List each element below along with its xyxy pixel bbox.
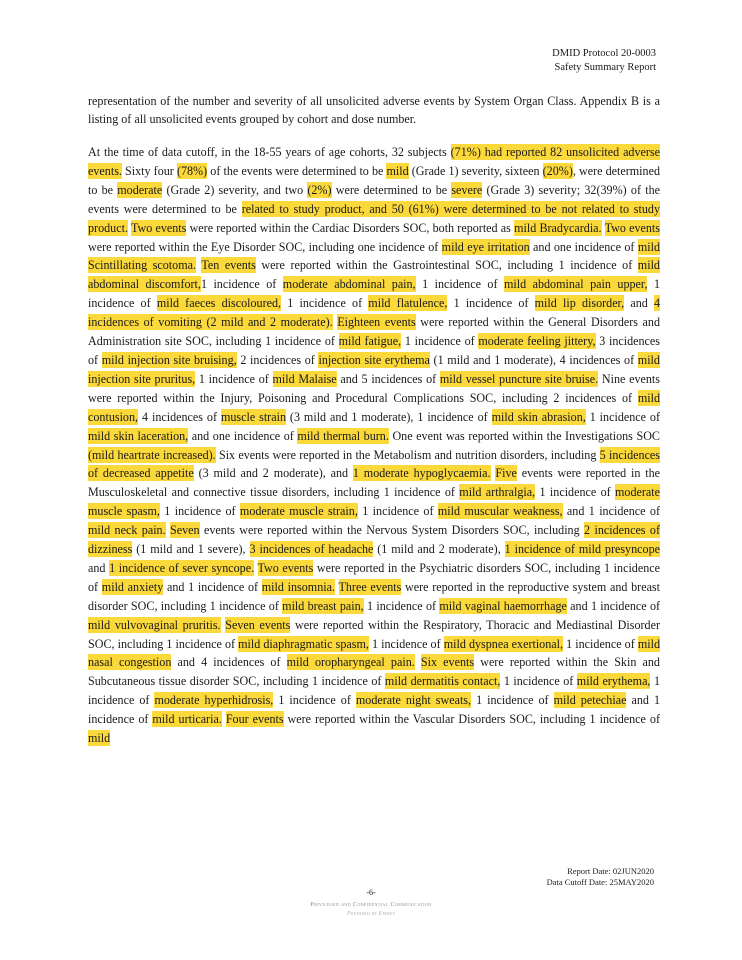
body-text: Nine events were reported within the Injury, Poisoning and Procedural Complications SOC, including 2 incidences of xyxy=(88,371,660,405)
body-text: (3 mild and 2 moderate), and xyxy=(193,466,353,481)
highlighted-text: mild Scintillating scotoma. xyxy=(88,239,660,273)
highlighted-text: (mild heartrate increased). xyxy=(88,447,216,462)
body-text: 1 incidence of xyxy=(200,277,283,292)
highlighted-text: 2 incidences of dizziness xyxy=(88,523,660,557)
body-text: 1 incidence of xyxy=(357,504,438,519)
cutoff-date: Data Cutoff Date: 25MAY2020 xyxy=(546,877,654,887)
prepared-by-notice: Prepared by Emmes xyxy=(347,911,395,917)
highlighted-text: mild contusion, xyxy=(88,390,660,424)
highlighted-text: moderate hyperhidrosis, xyxy=(154,693,274,708)
highlighted-text: mild vaginal haemorrhage xyxy=(439,598,567,613)
body-text: At the time of data cutoff, in the 18-55 years of age cohorts, 32 subjects xyxy=(88,145,451,159)
highlighted-text: Two events xyxy=(604,220,660,235)
highlighted-text: moderate feeling jittery, xyxy=(478,334,596,349)
highlighted-text: Six events xyxy=(420,655,475,670)
body-text: (1 mild and 2 moderate), xyxy=(373,542,505,557)
page-number: -6- xyxy=(366,888,376,897)
highlighted-text: mild flatulence, xyxy=(368,296,448,311)
highlighted-text: mild arthralgia, xyxy=(459,485,536,500)
highlighted-text: mild breast pain, xyxy=(282,598,364,613)
highlighted-text: mild neck pain. xyxy=(88,523,166,538)
body-text: were reported within the Eye Disorder SOC, including one incidence of xyxy=(88,239,442,254)
body-text: and 5 incidences of xyxy=(336,371,440,386)
body-text: and xyxy=(624,296,654,311)
highlighted-text: mild vulvovaginal pruritis. xyxy=(88,617,221,632)
body-text: 4 incidences of xyxy=(138,409,221,424)
body-text: Six events were reported in the Metabolism and nutrition disorders, including xyxy=(215,447,600,462)
highlighted-text: mild urticaria. xyxy=(152,712,222,727)
body-text: 1 incidence of xyxy=(273,693,356,708)
report-date: Report Date: 02JUN2020 xyxy=(567,866,654,876)
body-text: were reported within the Vascular Disorders SOC, including 1 incidence of xyxy=(283,712,660,727)
highlighted-text: muscle strain xyxy=(220,409,286,424)
highlighted-text: mild xyxy=(386,163,409,178)
highlighted-text: related to study product, and 50 (61%) were determined to be not related to study product. xyxy=(88,201,661,235)
highlighted-text: mild skin abrasion, xyxy=(491,409,586,424)
highlighted-text: (20%) xyxy=(542,163,573,178)
body-text: were reported within the Cardiac Disorders SOC, both reported as xyxy=(186,220,515,235)
highlighted-text: mild dermatitis contact, xyxy=(384,674,501,689)
body-text xyxy=(415,655,421,669)
body-text: events were reported in the Musculoskeletal and connective tissue disorders, including 1 incidence of xyxy=(88,466,660,500)
highlighted-text: mild muscular weakness, xyxy=(437,504,563,519)
body-text: were reported in the reproductive system and breast disorder SOC, including 1 incidence of xyxy=(88,579,660,613)
body-text: were reported within the Respiratory, Thoracic and Mediastinal Disorder SOC, including 1 incidence of xyxy=(88,617,660,651)
highlighted-text: mild anxiety xyxy=(101,579,164,594)
body-text: and 4 incidences of xyxy=(171,655,287,670)
highlighted-text: 1 moderate hypoglycaemia. xyxy=(352,466,491,481)
highlighted-text: 3 incidences of headache xyxy=(249,542,374,557)
body-text: 1 incidence of xyxy=(415,277,504,292)
body-text: (Grade 2) severity, and two xyxy=(162,182,308,197)
body-text: 1 incidence of xyxy=(585,409,661,424)
body-text: were reported in the Psychiatric disorders SOC, including 1 incidence of xyxy=(88,560,660,594)
highlighted-text: mild injection site pruritus, xyxy=(88,352,660,386)
body-text: and 1 incidence of xyxy=(88,693,661,727)
body-text: 1 incidence of xyxy=(471,693,554,708)
body-text: 1 incidence of xyxy=(363,598,440,613)
body-text: 1 incidence of xyxy=(563,636,638,651)
highlighted-text: moderate muscle spasm, xyxy=(88,485,661,519)
body-text: (1 mild and 1 severe), xyxy=(132,542,250,557)
body-text: One event was reported within the Investigations SOC xyxy=(388,428,660,443)
highlighted-text: moderate night sweats, xyxy=(355,693,472,708)
main-paragraph xyxy=(88,143,660,748)
highlighted-text: injection site erythema xyxy=(318,352,430,367)
body-text: and 1 incidence of xyxy=(562,504,660,519)
highlighted-text: mild Malaise xyxy=(272,371,337,386)
body-text: 1 incidence of xyxy=(281,296,369,311)
highlighted-text: 1 incidence of sever syncope. xyxy=(109,560,255,575)
highlighted-text: mild dyspnea exertional, xyxy=(443,636,564,651)
highlighted-text: 5 incidences of decreased appetite xyxy=(88,447,661,481)
body-text: were reported within the Skin and Subcutaneous tissue disorder SOC, including 1 incidence of xyxy=(88,655,660,689)
highlighted-text: mild faeces discoloured, xyxy=(156,296,282,311)
body-text: 1 incidence of xyxy=(535,485,616,500)
body-text: and 1 incidence of xyxy=(566,598,661,613)
body-text: 1 incidence of xyxy=(159,504,240,519)
body-text xyxy=(335,580,339,594)
body-text: and one incidence of xyxy=(188,428,298,443)
highlighted-text: mild xyxy=(88,731,111,746)
highlighted-text: 1 incidence of mild presyncope xyxy=(504,542,660,557)
body-text: 1 incidence of xyxy=(368,636,444,651)
body-text: 1 incidence of xyxy=(88,277,660,311)
body-text: of the events were determined to be xyxy=(207,163,387,178)
body-text: (Grade 1) severity, sixteen xyxy=(408,163,543,178)
body-text: 2 incidences of xyxy=(236,352,319,367)
report-title: Safety Summary Report xyxy=(554,62,656,73)
body-text: and 1 incidence of xyxy=(163,579,262,594)
body-text: 1 incidence of xyxy=(401,334,479,349)
highlighted-text: mild Bradycardia. xyxy=(514,220,602,235)
highlighted-text: Three events xyxy=(338,579,402,594)
body-text: 1 incidence of xyxy=(195,371,273,386)
body-text: 1 incidence of xyxy=(500,674,577,689)
intro-paragraph: representation of the number and severity of all unsolicited adverse events by System Organ Class. Appendix B is a listing of all unsolicited events grouped by cohort and dose number. xyxy=(88,94,660,127)
body-text: were reported within the General Disorders and Administration site SOC, including 1 incidence of xyxy=(88,315,661,349)
highlighted-text: Two events xyxy=(257,560,314,575)
highlighted-text: Seven events xyxy=(225,617,291,632)
highlighted-text: 4 incidences of vomiting (2 mild and 2 moderate). xyxy=(88,296,661,330)
body-text: (Grade 3) severity; 32(39%) of the events were determined to be xyxy=(88,182,660,216)
protocol-id: DMID Protocol 20-0003 xyxy=(552,48,656,59)
body-text: 1 incidence of xyxy=(88,674,661,708)
highlighted-text: mild injection site bruising, xyxy=(101,352,237,367)
highlighted-text: mild skin laceration, xyxy=(88,428,189,443)
body-text: and xyxy=(88,560,110,575)
highlighted-text: mild erythema, xyxy=(576,674,651,689)
highlighted-text: mild vessel puncture site bruise. xyxy=(439,371,599,386)
highlighted-text: (71%) had reported 82 unsolicited adverse events. xyxy=(88,145,660,178)
body-text: Sixty four xyxy=(121,163,177,178)
highlighted-text: moderate xyxy=(117,182,163,197)
body-text: were reported within the Gastrointestinal SOC, including 1 incidence of xyxy=(255,258,638,273)
confidential-notice: Privileged and Confidential Communication xyxy=(310,901,432,908)
highlighted-text: mild nasal congestion xyxy=(88,636,661,670)
page-footer-dates xyxy=(547,866,654,888)
body-text xyxy=(254,561,257,575)
highlighted-text: Eighteen events xyxy=(337,315,416,330)
highlighted-text: mild insomnia. xyxy=(261,579,335,594)
body-text: (3 mild and 1 moderate), 1 incidence of xyxy=(286,409,492,424)
highlighted-text: moderate abdominal pain, xyxy=(282,277,416,292)
highlighted-text: Four events xyxy=(225,712,284,727)
highlighted-text: mild thermal burn. xyxy=(297,428,389,443)
highlighted-text: mild abdominal pain upper, xyxy=(503,277,648,292)
highlighted-text: mild fatigue, xyxy=(338,334,402,349)
highlighted-text: mild lip disorder, xyxy=(534,296,625,311)
body-text: events were reported within the Nervous System Disorders SOC, including xyxy=(199,523,585,538)
highlighted-text: Ten events xyxy=(201,258,256,273)
highlighted-text: Two events xyxy=(130,220,187,235)
highlighted-text: mild petechiae xyxy=(553,693,627,708)
body-text: , were determined to be xyxy=(88,163,660,197)
highlighted-text: severe xyxy=(451,182,483,197)
highlighted-text: mild eye irritation xyxy=(441,239,530,254)
body-text: 3 incidences of xyxy=(88,334,660,367)
body-text: were determined to be xyxy=(331,182,452,197)
highlighted-text: mild oropharyngeal pain. xyxy=(286,655,415,670)
highlighted-text: mild diaphragmatic spasm, xyxy=(238,636,369,651)
body-text: (1 mild and 1 moderate), 4 incidences of xyxy=(429,352,638,367)
body-text: and one incidence of xyxy=(529,239,638,254)
highlighted-text: mild abdominal discomfort, xyxy=(88,258,660,292)
body-text: 1 incidence of xyxy=(447,296,535,311)
highlighted-text: Seven xyxy=(170,523,200,538)
highlighted-text: Five xyxy=(495,466,517,481)
page-header xyxy=(552,47,656,75)
highlighted-text: (2%) xyxy=(307,182,332,197)
highlighted-text: (78%) xyxy=(176,163,208,178)
highlighted-text: moderate muscle strain, xyxy=(239,504,358,519)
